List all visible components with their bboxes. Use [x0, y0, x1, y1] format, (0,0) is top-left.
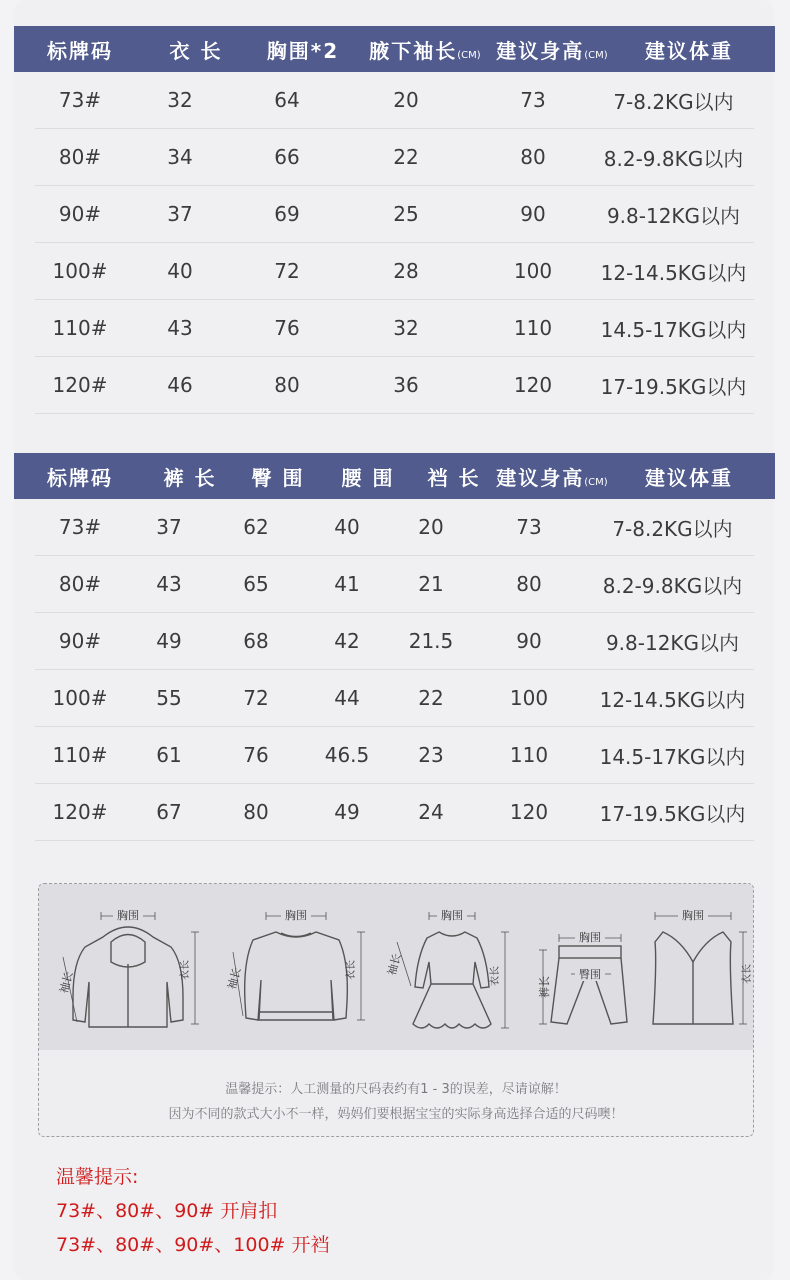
table-cell: 49	[334, 800, 360, 824]
table-cell: 90#	[58, 629, 102, 653]
svg-text:臀围: 臀围	[579, 968, 601, 981]
header-sleeve: 腋下袖长(CM)	[369, 38, 481, 63]
svg-text:衣长: 衣长	[180, 960, 191, 980]
table-cell: 65	[243, 572, 269, 596]
table-cell: 110	[509, 743, 549, 767]
table-cell: 100	[513, 259, 553, 283]
table-cell: 49	[156, 629, 182, 653]
table-cell: 73	[516, 515, 542, 539]
table-cell: 24	[418, 800, 444, 824]
table-cell: 62	[243, 515, 269, 539]
pants-icon	[519, 902, 649, 1042]
table-cell: 40	[167, 259, 193, 283]
table-cell: 22	[418, 686, 444, 710]
table-cell: 32	[393, 316, 419, 340]
table-cell: 73	[520, 88, 546, 112]
table-cell: 90#	[58, 202, 102, 226]
table-cell: 100	[509, 686, 549, 710]
header-rise: 裆 长	[427, 465, 481, 490]
table-cell: 43	[167, 316, 193, 340]
table-cell: 76	[274, 316, 300, 340]
tips-block	[56, 1160, 330, 1262]
table-cell: 20	[393, 88, 419, 112]
svg-text:胸围: 胸围	[682, 909, 704, 922]
table-cell: 32	[167, 88, 193, 112]
table-cell: 17-19.5KG以内	[600, 374, 747, 399]
table-cell: 73#	[58, 515, 102, 539]
top-size-table	[14, 26, 775, 414]
table-cell: 69	[274, 202, 300, 226]
table-cell: 21.5	[408, 629, 454, 653]
table-cell: 41	[334, 572, 360, 596]
garment-figures	[39, 884, 753, 1050]
table-cell: 73#	[58, 88, 102, 112]
table-cell: 120#	[52, 373, 108, 397]
table-cell: 25	[393, 202, 419, 226]
table-row	[35, 300, 754, 357]
table-cell: 8.2-9.8KG以内	[602, 573, 743, 598]
tips-open-crotch: 73#、80#、90#、100# 开裆	[56, 1234, 330, 1256]
table-cell: 55	[156, 686, 182, 710]
table-cell: 40	[334, 515, 360, 539]
table-cell: 72	[243, 686, 269, 710]
svg-text:裤长: 裤长	[538, 976, 551, 998]
table-cell: 22	[393, 145, 419, 169]
table-cell: 66	[274, 145, 300, 169]
table-row	[35, 727, 754, 784]
header-length: 衣 长	[169, 38, 223, 63]
table-cell: 68	[243, 629, 269, 653]
table-cell: 100#	[52, 686, 108, 710]
header-height: 建议身高(CM)	[496, 38, 608, 63]
table-cell: 64	[274, 88, 300, 112]
svg-text:胸围: 胸围	[579, 931, 601, 944]
style-notice: 因为不同的款式大小不一样，妈妈们要根据宝宝的实际身高选择合适的尺码噢！	[168, 1107, 624, 1122]
table-cell: 8.2-9.8KG以内	[603, 146, 744, 171]
table-cell: 90	[520, 202, 546, 226]
table-row	[35, 499, 754, 556]
table-cell: 37	[156, 515, 182, 539]
table-cell: 80	[274, 373, 300, 397]
table-cell: 80#	[58, 145, 102, 169]
table-row	[35, 186, 754, 243]
table-row	[35, 129, 754, 186]
table-cell: 28	[393, 259, 419, 283]
table-cell: 9.8-12KG以内	[606, 203, 741, 228]
vest-icon	[633, 902, 753, 1042]
table-row	[35, 556, 754, 613]
table-cell: 80	[516, 572, 542, 596]
table-cell: 21	[418, 572, 444, 596]
table-cell: 23	[418, 743, 444, 767]
header-weight: 建议体重	[645, 465, 733, 490]
dress-icon	[377, 902, 527, 1042]
table-cell: 76	[243, 743, 269, 767]
header-height: 建议身高(CM)	[496, 465, 608, 490]
header-weight: 建议体重	[645, 38, 733, 63]
table-row	[35, 72, 754, 129]
top-table-header	[14, 26, 775, 72]
table-cell: 12-14.5KG以内	[600, 260, 747, 285]
table-cell: 90	[516, 629, 542, 653]
table-cell: 120#	[52, 800, 108, 824]
table-cell: 7-8.2KG以内	[612, 516, 733, 541]
measurement-diagram	[38, 883, 754, 1137]
table-cell: 14.5-17KG以内	[600, 317, 747, 342]
table-cell: 110#	[52, 316, 108, 340]
bottom-size-table	[14, 453, 775, 841]
hoodie-icon	[53, 902, 203, 1042]
table-cell: 20	[418, 515, 444, 539]
table-cell: 42	[334, 629, 360, 653]
table-row	[35, 784, 754, 841]
table-cell: 72	[274, 259, 300, 283]
svg-text:衣长: 衣长	[742, 964, 753, 984]
header-chest: 胸围*2	[266, 38, 340, 63]
header-waist: 腰 围	[341, 465, 395, 490]
bottom-table-header	[14, 453, 775, 499]
table-cell: 36	[393, 373, 419, 397]
svg-text:袖长: 袖长	[225, 966, 244, 991]
table-cell: 9.8-12KG以内	[605, 630, 740, 655]
table-row	[35, 670, 754, 727]
svg-text:胸围: 胸围	[441, 909, 463, 922]
table-row	[35, 357, 754, 414]
table-cell: 12-14.5KG以内	[599, 687, 746, 712]
table-cell: 17-19.5KG以内	[599, 801, 746, 826]
table-cell: 37	[167, 202, 193, 226]
table-row	[35, 613, 754, 670]
table-cell: 120	[509, 800, 549, 824]
table-cell: 110	[513, 316, 553, 340]
table-cell: 80	[243, 800, 269, 824]
svg-text:胸围: 胸围	[285, 909, 307, 922]
table-cell: 44	[334, 686, 360, 710]
sweatshirt-icon	[221, 902, 371, 1042]
table-cell: 34	[167, 145, 193, 169]
table-cell: 46	[167, 373, 193, 397]
table-cell: 120	[513, 373, 553, 397]
svg-text:衣长: 衣长	[490, 966, 501, 986]
svg-text:胸围: 胸围	[117, 909, 139, 922]
svg-text:袖长: 袖长	[57, 970, 76, 995]
tips-title: 温馨提示:	[56, 1166, 139, 1188]
table-cell: 67	[156, 800, 182, 824]
header-tag-size: 标牌码	[47, 38, 113, 63]
header-hip: 臀 围	[251, 465, 305, 490]
tips-shoulder-button: 73#、80#、90# 开肩扣	[56, 1200, 278, 1222]
table-cell: 7-8.2KG以内	[613, 89, 734, 114]
table-cell: 61	[156, 743, 182, 767]
table-cell: 80#	[58, 572, 102, 596]
table-cell: 43	[156, 572, 182, 596]
table-cell: 14.5-17KG以内	[599, 744, 746, 769]
header-tag-size: 标牌码	[47, 465, 113, 490]
svg-text:衣长: 衣长	[346, 960, 357, 980]
header-pants-length: 裤 长	[163, 465, 217, 490]
measurement-notice: 温馨提示：人工测量的尺码表约有1 - 3的误差，尽请谅解！	[225, 1082, 567, 1097]
table-cell: 46.5	[324, 743, 370, 767]
table-cell: 80	[520, 145, 546, 169]
table-row	[35, 243, 754, 300]
table-cell: 110#	[52, 743, 108, 767]
table-cell: 100#	[52, 259, 108, 283]
svg-text:袖长: 袖长	[385, 952, 404, 977]
